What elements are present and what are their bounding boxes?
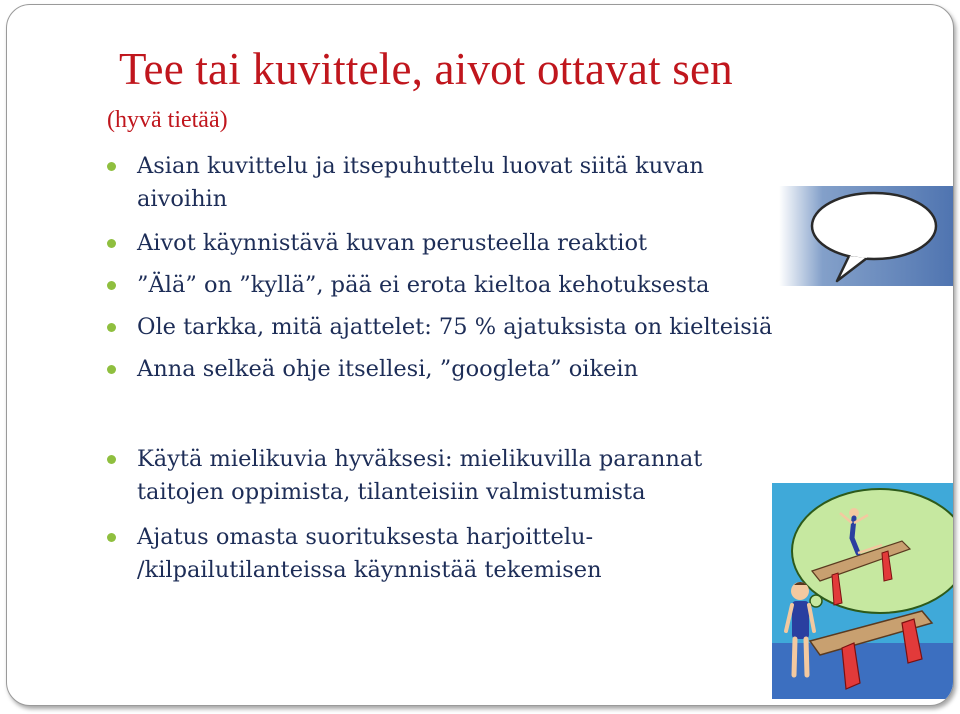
slide-subtitle: (hyvä tietää)	[107, 107, 228, 133]
bullet-dot-icon	[107, 281, 116, 290]
slide	[6, 4, 954, 706]
slide-title: Tee tai kuvittele, aivot ottavat sen	[119, 44, 733, 94]
gymnast-balance-beam-illustration	[772, 483, 954, 699]
bullet-text-line: ”Älä” on ”kyllä”, pää ei erota kieltoa kehotuksesta	[137, 272, 710, 298]
bullet-text-line: Aivot käynnistävä kuvan perusteella reaktiot	[137, 230, 648, 256]
bullet-dot-icon	[107, 323, 116, 332]
bullet-dot-icon	[107, 239, 116, 248]
bullet-text-line: Ole tarkka, mitä ajattelet: 75 % ajatuksista on kielteisiä	[137, 314, 773, 340]
bullet-dot-icon	[107, 365, 116, 374]
bullet-text-line: taitojen oppimista, tilanteisiin valmistumista	[137, 479, 646, 505]
bullet-text-line: Asian kuvittelu ja itsepuhuttelu luovat siitä kuvan	[137, 153, 704, 179]
bullet-text-line: Anna selkeä ohje itsellesi, ”googleta” oikein	[137, 356, 639, 382]
speech-bubble-illustration	[779, 186, 953, 286]
bullet-text-line: aivoihin	[137, 186, 228, 212]
bullet-text-line: Ajatus omasta suorituksesta harjoittelu-	[137, 524, 594, 550]
bullet-text-line: /kilpailutilanteissa käynnistää tekemisen	[137, 557, 602, 583]
bullet-dot-icon	[107, 162, 116, 171]
bullet-dot-icon	[107, 455, 116, 464]
bullet-text-line: Käytä mielikuvia hyväksesi: mielikuvilla parannat	[137, 446, 703, 472]
bullet-dot-icon	[107, 533, 116, 542]
